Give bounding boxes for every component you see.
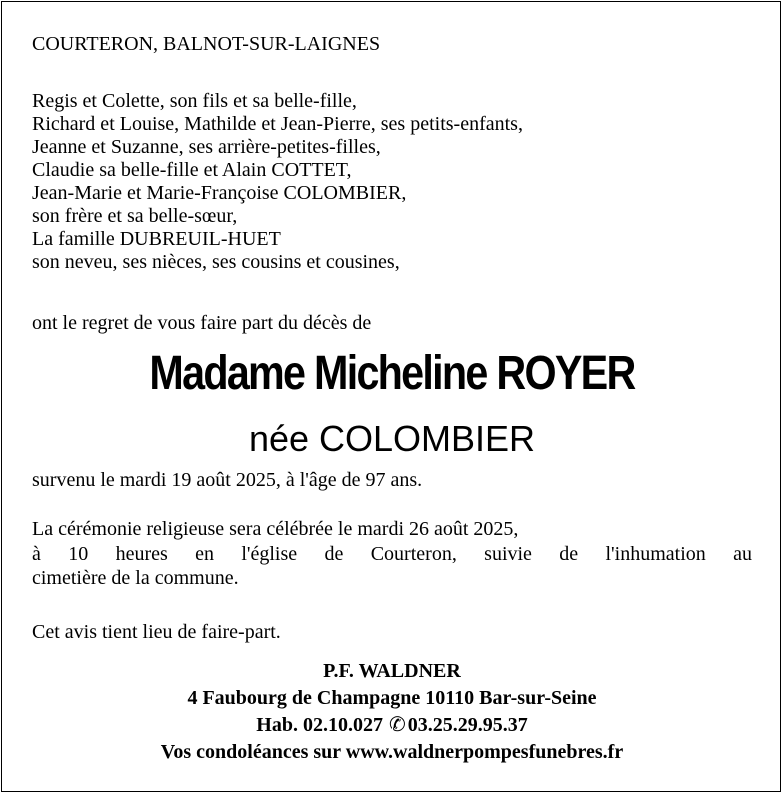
- announcement-text: ont le regret de vous faire part du décès de: [32, 312, 372, 334]
- funeral-home-name: P.F. WALDNER: [323, 660, 461, 682]
- location-header: COURTERON, BALNOT-SUR-LAIGNES: [32, 33, 381, 55]
- notice-text: Cet avis tient lieu de faire-part.: [32, 621, 281, 643]
- family-line: Jeanne et Suzanne, ses arrière-petites-filles,: [32, 136, 381, 158]
- family-line: son neveu, ses nièces, ses cousins et cousines,: [32, 251, 400, 273]
- condolences-link[interactable]: Vos condoléances sur www.waldnerpompesfunebres.fr: [160, 741, 624, 763]
- funeral-home-contact: [0, 713, 784, 737]
- license-number: Hab. 02.10.027: [256, 714, 383, 736]
- family-line: Richard et Louise, Mathilde et Jean-Pierre, ses petits-enfants,: [32, 113, 523, 135]
- family-line: Regis et Colette, son fils et sa belle-fille,: [32, 90, 357, 112]
- phone-icon: ✆: [388, 714, 406, 736]
- phone-number[interactable]: 03.25.29.95.37: [407, 714, 528, 736]
- ceremony-line: La cérémonie religieuse sera célébrée le mardi 26 août 2025,: [32, 518, 519, 540]
- family-line: Jean-Marie et Marie-Françoise COLOMBIER,: [32, 182, 407, 204]
- deceased-name: Madame Micheline ROYER: [149, 347, 635, 400]
- family-line: La famille DUBREUIL-HUET: [32, 228, 281, 250]
- family-line: son frère et sa belle-sœur,: [32, 205, 238, 227]
- death-info: survenu le mardi 19 août 2025, à l'âge de 97 ans.: [32, 469, 423, 491]
- family-line: Claudie sa belle-fille et Alain COTTET,: [32, 159, 352, 181]
- maiden-name: née COLOMBIER: [248, 418, 536, 459]
- ceremony-line: cimetière de la commune.: [32, 567, 239, 589]
- funeral-home-address: 4 Faubourg de Champagne 10110 Bar-sur-Seine: [187, 687, 597, 709]
- ceremony-line: à 10 heures en l'église de Courteron, suivie de l'inhumation au: [32, 543, 752, 565]
